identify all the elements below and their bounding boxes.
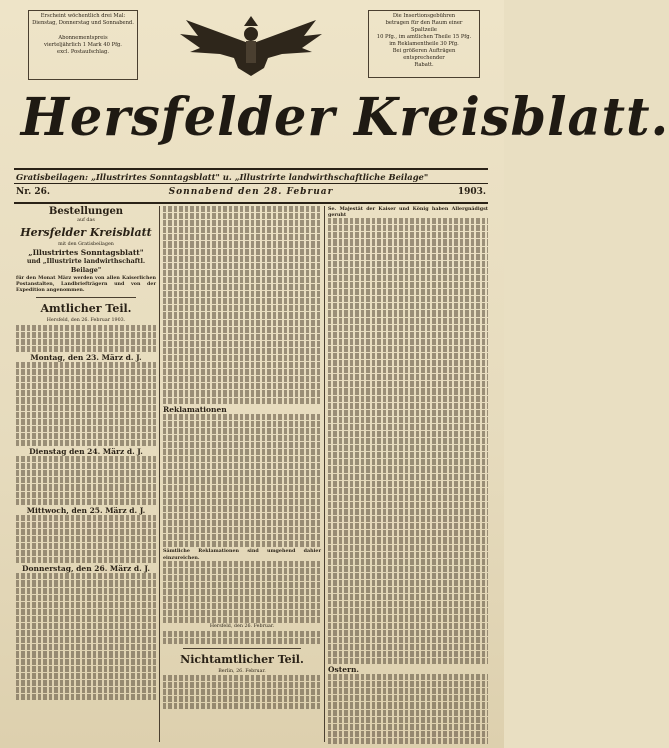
text-line	[328, 601, 488, 607]
text-line	[328, 424, 488, 430]
text-line	[328, 289, 488, 295]
text-line	[16, 433, 156, 439]
text-line	[163, 421, 321, 427]
text-line	[163, 284, 321, 290]
gratis-supplements-text: mit den Gratisbeilagen	[58, 242, 114, 248]
text-line	[163, 477, 321, 483]
text-line	[16, 644, 156, 650]
column-divider	[159, 206, 160, 742]
text-line	[328, 374, 488, 380]
text-line	[163, 449, 321, 455]
text-line	[163, 456, 321, 462]
issue-date: Sonnabend den 28. Februar	[168, 187, 334, 197]
text-line	[16, 419, 156, 425]
text-line	[16, 332, 156, 338]
text-line	[328, 339, 488, 345]
text-line	[16, 499, 156, 505]
text-line	[163, 390, 321, 396]
text-line	[163, 249, 321, 255]
text-line	[328, 353, 488, 359]
text-line	[328, 695, 488, 701]
text-line	[16, 573, 156, 579]
text-line	[328, 530, 488, 536]
text-line	[163, 213, 321, 219]
text-line	[328, 303, 488, 309]
announcement-date: Hersfeld, den 26. Februar 1903.	[46, 318, 126, 324]
text-line	[16, 463, 156, 469]
text-line	[328, 731, 488, 737]
text-line	[328, 452, 488, 458]
text-line	[163, 270, 321, 276]
text-line	[163, 234, 321, 240]
text-line	[16, 687, 156, 693]
schedule-thursday: Donnerstag, den 26. März d. J.	[22, 564, 150, 574]
text-line	[16, 602, 156, 608]
column-left	[16, 206, 156, 742]
text-line	[16, 680, 156, 686]
text-line	[328, 381, 488, 387]
text-line	[328, 545, 488, 551]
text-line	[328, 438, 488, 444]
text-line	[163, 675, 321, 681]
text-line	[163, 341, 321, 347]
text-line	[163, 527, 321, 533]
text-line	[16, 397, 156, 403]
text-line	[163, 568, 321, 574]
text-line	[328, 481, 488, 487]
schedule-tuesday: Dienstag den 24. März d. J.	[29, 447, 143, 457]
text-line	[328, 658, 488, 664]
schedule-monday: Montag, den 23. März d. J.	[30, 352, 142, 362]
text-line	[163, 220, 321, 226]
rates-discount: Rabatt.	[414, 62, 434, 68]
text-line	[328, 559, 488, 565]
publication-schedule: Erscheint wöchentlich drei Mal:	[40, 13, 126, 19]
rates-discount-note: Bei größeren Aufträgen entsprechender	[392, 48, 456, 61]
amtlicher-teil-heading: Amtlicher Teil.	[40, 302, 132, 316]
text-line	[16, 383, 156, 389]
text-line	[328, 630, 488, 636]
text-line	[163, 241, 321, 247]
text-line	[328, 580, 488, 586]
text-line	[163, 589, 321, 595]
text-line	[328, 566, 488, 572]
text-line	[16, 694, 156, 700]
text-line	[163, 520, 321, 526]
text-line	[328, 225, 488, 231]
text-line	[163, 376, 321, 382]
text-line	[328, 552, 488, 558]
text-line	[16, 477, 156, 483]
text-line	[328, 367, 488, 373]
text-line	[328, 466, 488, 472]
text-line	[163, 369, 321, 375]
text-line	[163, 355, 321, 361]
text-line	[16, 536, 156, 542]
text-line	[16, 484, 156, 490]
text-line	[163, 383, 321, 389]
text-line	[16, 616, 156, 622]
text-line	[328, 509, 488, 515]
text-line	[16, 543, 156, 549]
text-line	[328, 644, 488, 650]
subscription-note: für den Monat März werden von allen Kaiserlichen Postanstalten, Landbriefträgern und von der Expedition angenommen.	[16, 275, 156, 294]
text-line	[163, 499, 321, 505]
text-line	[163, 610, 321, 616]
berlin-dateline: Berlin, 26. Februar.	[218, 668, 266, 674]
text-line	[163, 492, 321, 498]
text-line	[16, 515, 156, 521]
reklamationen-notice: Sämtliche Reklamationen sind umgehend dahier einzureichen.	[163, 548, 321, 561]
landw-beilage-title: und „Illustrirte landwirthschaftl. Beilage"	[26, 257, 146, 275]
sonntagsblatt-title: „Illustrirtes Sonntagsblatt"	[28, 248, 144, 258]
rates-price: 10 Pfg., im amtlichen Theile 15 Pfg.	[376, 34, 472, 40]
text-line	[16, 369, 156, 375]
text-line	[163, 305, 321, 311]
text-line	[16, 580, 156, 586]
text-line	[328, 325, 488, 331]
text-line	[328, 615, 488, 621]
subscription-price-label: Abonnementspreis	[58, 35, 108, 41]
text-line	[163, 682, 321, 688]
text-line	[163, 596, 321, 602]
text-line	[328, 573, 488, 579]
text-line	[163, 312, 321, 318]
rates-title: Die Insertionsgebühren	[392, 13, 456, 19]
text-line	[16, 492, 156, 498]
text-line	[328, 738, 488, 744]
text-line	[163, 227, 321, 233]
kaiser-orden-lead: Se. Majestät der Kaiser und König haben Allergnädigst geruht	[328, 206, 488, 219]
ostern-heading: Ostern.	[328, 665, 360, 675]
text-line	[163, 362, 321, 368]
column-middle	[163, 206, 321, 742]
text-line	[328, 403, 488, 409]
rates-line: betragen für den Raum einer Spaltzeile	[385, 20, 463, 33]
text-line	[16, 651, 156, 657]
text-line	[328, 502, 488, 508]
text-line	[328, 474, 488, 480]
nichtamtlicher-teil-heading: Nichtamtlicher Teil.	[180, 652, 304, 666]
divider	[14, 183, 488, 184]
text-line	[328, 239, 488, 245]
text-line	[16, 440, 156, 446]
text-line	[328, 410, 488, 416]
text-line	[16, 557, 156, 563]
text-line	[16, 346, 156, 352]
text-line	[328, 232, 488, 238]
text-line	[328, 332, 488, 338]
text-line	[328, 488, 488, 494]
text-line	[328, 724, 488, 730]
auf-das-text: auf das	[77, 218, 95, 223]
divider	[36, 297, 136, 298]
text-line	[328, 674, 488, 680]
text-line	[163, 470, 321, 476]
dateline	[16, 187, 486, 201]
text-line	[163, 463, 321, 469]
text-line	[16, 405, 156, 411]
text-line	[328, 247, 488, 253]
text-line	[163, 561, 321, 567]
text-line	[16, 412, 156, 418]
text-line	[163, 541, 321, 547]
text-line	[328, 445, 488, 451]
text-line	[328, 310, 488, 316]
text-line	[163, 428, 321, 434]
text-line	[328, 275, 488, 281]
text-line	[16, 376, 156, 382]
text-line	[328, 431, 488, 437]
text-line	[163, 334, 321, 340]
text-line	[16, 550, 156, 556]
text-line	[328, 587, 488, 593]
rates-reklame: im Reklamentheile 30 Pfg.	[389, 41, 459, 47]
text-line	[16, 426, 156, 432]
text-line	[328, 296, 488, 302]
text-line	[163, 696, 321, 702]
landrat-signature-date: Hersfeld, den 26. Februar.	[209, 624, 275, 630]
text-line	[163, 506, 321, 512]
text-line	[328, 681, 488, 687]
column-right	[328, 206, 488, 742]
text-line	[163, 435, 321, 441]
text-line	[328, 623, 488, 629]
masthead-title: Hersfelder Kreisblatt.	[20, 87, 669, 148]
text-line	[163, 638, 321, 644]
text-line	[163, 414, 321, 420]
bestellungen-heading: Bestellungen	[48, 206, 124, 217]
postage-note: excl. Postaufschlag.	[57, 49, 109, 55]
text-line	[16, 666, 156, 672]
text-line	[328, 268, 488, 274]
text-line	[163, 575, 321, 581]
text-line	[328, 396, 488, 402]
text-line	[163, 398, 321, 404]
text-line	[328, 608, 488, 614]
paper-name-heading: Hersfelder Kreisblatt	[20, 226, 152, 240]
issue-year: 1903.	[457, 187, 486, 197]
text-line	[328, 710, 488, 716]
advertising-rates-box	[368, 10, 480, 78]
text-line	[163, 256, 321, 262]
text-line	[328, 388, 488, 394]
text-line	[163, 442, 321, 448]
publication-days: Dienstag, Donnerstag und Sonnabend.	[32, 20, 134, 26]
text-line	[16, 609, 156, 615]
text-line	[163, 263, 321, 269]
text-line	[16, 588, 156, 594]
text-line	[16, 623, 156, 629]
text-line	[16, 339, 156, 345]
text-line	[163, 277, 321, 283]
text-line	[16, 456, 156, 462]
text-line	[163, 298, 321, 304]
subscription-price: vierteljährlich 1 Mark 40 Pfg.	[44, 42, 122, 48]
text-line	[328, 651, 488, 657]
text-line	[328, 688, 488, 694]
text-line	[16, 529, 156, 535]
text-line	[163, 703, 321, 709]
text-line	[328, 523, 488, 529]
text-line	[328, 637, 488, 643]
text-line	[163, 513, 321, 519]
text-line	[163, 485, 321, 491]
divider	[14, 202, 488, 204]
text-line	[163, 206, 321, 212]
text-line	[16, 390, 156, 396]
text-line	[16, 630, 156, 636]
text-line	[163, 603, 321, 609]
text-line	[328, 346, 488, 352]
issue-number: Nr. 26.	[16, 187, 51, 197]
text-line	[16, 325, 156, 331]
text-line	[328, 282, 488, 288]
text-line	[328, 417, 488, 423]
text-line	[163, 327, 321, 333]
text-line	[328, 254, 488, 260]
reklamationen-heading: Reklamationen	[163, 404, 227, 414]
text-line	[163, 617, 321, 623]
text-line	[328, 537, 488, 543]
text-line	[16, 659, 156, 665]
text-line	[16, 522, 156, 528]
supplements-line: Gratisbeilagen: „Illustrirtes Sonntagsblatt" u. „Illustrirte landwirthschaftliche Beilage"	[16, 172, 429, 182]
schedule-wednesday: Mittwoch, den 25. März d. J.	[26, 505, 146, 515]
text-line	[16, 637, 156, 643]
text-line	[328, 459, 488, 465]
text-line	[163, 348, 321, 354]
text-line	[163, 689, 321, 695]
text-line	[328, 702, 488, 708]
text-line	[328, 360, 488, 366]
text-line	[328, 594, 488, 600]
text-line	[328, 516, 488, 522]
text-line	[16, 673, 156, 679]
text-line	[16, 362, 156, 368]
text-line	[328, 318, 488, 324]
divider	[14, 168, 488, 170]
text-line	[163, 320, 321, 326]
text-line	[16, 595, 156, 601]
text-line	[163, 291, 321, 297]
text-line	[328, 218, 488, 224]
text-line	[163, 631, 321, 637]
text-line	[328, 495, 488, 501]
text-line	[16, 470, 156, 476]
divider	[183, 648, 301, 649]
column-divider	[324, 206, 325, 742]
text-line	[328, 261, 488, 267]
text-line	[328, 717, 488, 723]
text-line	[163, 582, 321, 588]
text-line	[163, 534, 321, 540]
